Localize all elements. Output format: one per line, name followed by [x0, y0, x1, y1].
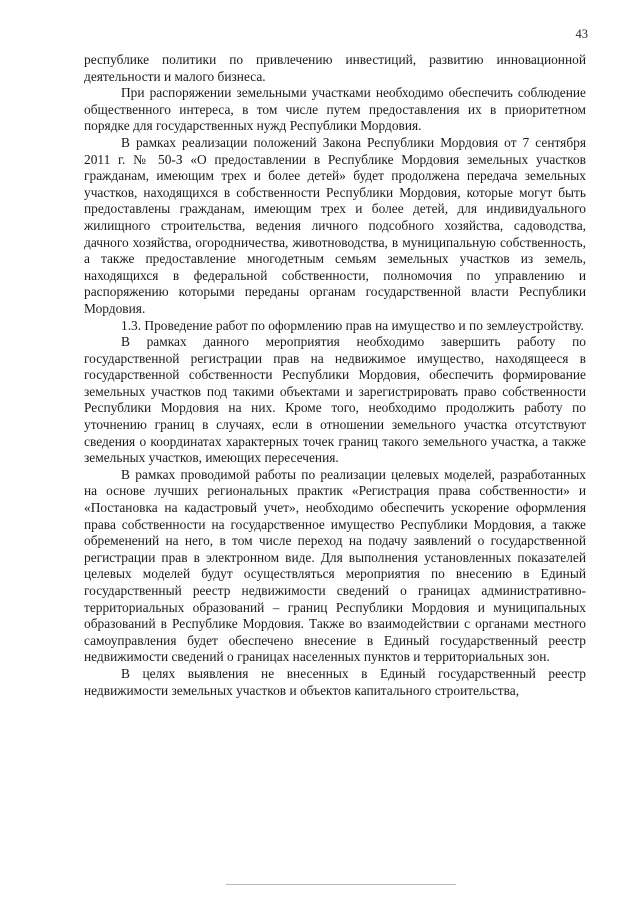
paragraph-4: В рамках данного мероприятия необходимо завершить работу по государственной регистрации прав на недвижимое имущество, находящееся в государственной собственности Республики Мордовия, обеспечить формирование земельных участков под такими объектами и зарегистрировать право собственности Республики Мордовия на них. Кроме того, необходимо продолжить работу по уточнению границ в случаях, если в отношении земельного участка отсутствуют сведения о координатах характерных точек границ такого земельного участка, а также земельных участков, имеющих пересечения.: [84, 334, 586, 466]
paragraph-3: В рамках реализации положений Закона Республики Мордовия от 7 сентября 2011 г. № 50-З «О предоставлении в Республике Мордовия земельных участков гражданам, имеющим трех и более детей» будет продолжена передача земельных участков, находящихся в собственности Республики Мордовия, которые могут быть предоставлены гражданам, имеющим трех и более детей, для индивидуального жилищного строительства, ведения личного подсобного хозяйства, садоводства, дачного хозяйства, огородничества, животноводства, в муниципальную собственность, а также предоставление многодетным семьям земельных участков из земель, находящихся в федеральной собственности, полномочия по управлению и распоряжению которыми переданы органам государственной власти Республики Мордовия.: [84, 134, 586, 316]
paragraph-6: В целях выявления не внесенных в Единый государственный реестр недвижимости земельных участков и объектов капитального строительства,: [84, 665, 586, 698]
paragraph-1: республике политики по привлечению инвестиций, развитию инновационной деятельности и малого бизнеса.: [84, 52, 586, 84]
paragraph-2: При распоряжении земельными участками необходимо обеспечить соблюдение общественного интереса, в том числе путем предоставления их в приоритетном порядке для государственных нужд Республики Мордовия.: [84, 85, 586, 134]
page-number: 43: [575, 27, 588, 41]
section-heading-1-3: 1.3. Проведение работ по оформлению прав на имущество и по землеустройству.: [121, 317, 584, 333]
document-body: [84, 52, 586, 699]
paragraph-5: В рамках проводимой работы по реализации целевых моделей, разработанных на основе лучших региональных практик «Регистрация права собственности» и «Постановка на кадастровый учет», необходимо обеспечить ускорение оформления права собственности на государственное имущество Республики Мордовия, а также обременений на него, в том числе переход на подачу заявлений о государственной регистрации прав в электронном виде. Для выполнения установленных показателей целевых моделей будут осуществляться мероприятия по внесению в Единый государственный реестр недвижимости сведений о границах административно-территориальных образований – границ Республики Мордовия и муниципальных образований в Республике Мордовия. Также во взаимодействии с органами местного самоуправления будет обеспечено внесение в Единый государственный реестр недвижимости сведений о границах населенных пунктов и территориальных зон.: [84, 466, 586, 665]
scan-edge-divider: [226, 884, 456, 885]
